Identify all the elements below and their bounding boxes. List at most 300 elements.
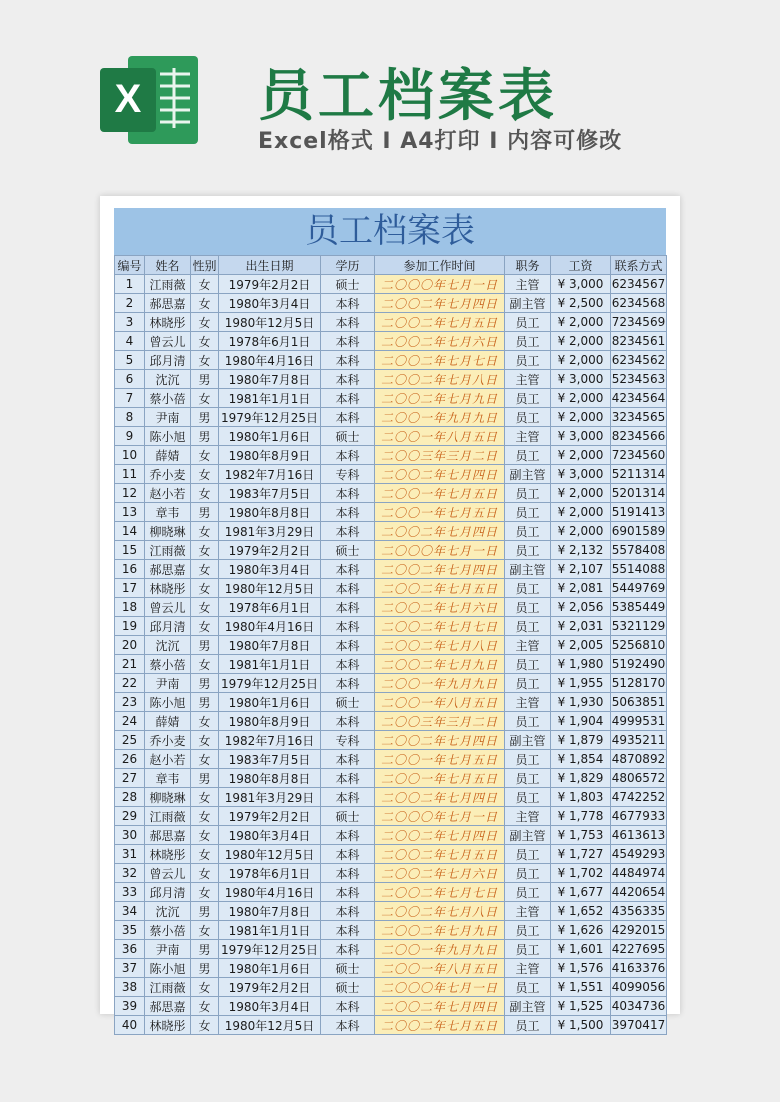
table-row [115,750,667,769]
cell-id: 18 [115,598,145,617]
cell-start-date: 二〇〇一年八月五日 [375,959,505,978]
cell-id: 2 [115,294,145,313]
cell-education: 本科 [321,769,375,788]
cell-id: 8 [115,408,145,427]
cell-phone: 4999531 [611,712,667,731]
cell-gender: 男 [191,693,219,712]
cell-education: 本科 [321,1016,375,1035]
cell-gender: 女 [191,826,219,845]
cell-gender: 女 [191,978,219,997]
cell-education: 专科 [321,465,375,484]
cell-education: 硕士 [321,541,375,560]
cell-position: 员工 [505,921,551,940]
cell-salary: ¥ 2,000 [551,503,611,522]
cell-start-date: 二〇〇二年七月八日 [375,902,505,921]
cell-salary: ¥ 1,829 [551,769,611,788]
cell-name: 薛婧 [145,446,191,465]
cell-start-date: 二〇〇二年七月四日 [375,731,505,750]
cell-phone: 5449769 [611,579,667,598]
cell-birthdate: 1979年12月25日 [219,408,321,427]
cell-salary: ¥ 1,601 [551,940,611,959]
cell-salary: ¥ 3,000 [551,465,611,484]
cell-id: 21 [115,655,145,674]
cell-name: 尹南 [145,408,191,427]
cell-birthdate: 1982年7月16日 [219,731,321,750]
cell-education: 本科 [321,408,375,427]
table-row [115,940,667,959]
cell-name: 江雨薇 [145,275,191,294]
cell-phone: 4356335 [611,902,667,921]
cell-start-date: 二〇〇二年七月四日 [375,294,505,313]
cell-gender: 男 [191,427,219,446]
cell-id: 33 [115,883,145,902]
cell-education: 本科 [321,921,375,940]
table-row [115,712,667,731]
cell-phone: 5211314 [611,465,667,484]
cell-start-date: 二〇〇二年七月八日 [375,636,505,655]
cell-birthdate: 1980年4月16日 [219,617,321,636]
cell-name: 邱月清 [145,617,191,636]
cell-phone: 3234565 [611,408,667,427]
cell-salary: ¥ 1,803 [551,788,611,807]
cell-gender: 男 [191,940,219,959]
cell-phone: 5063851 [611,693,667,712]
cell-education: 本科 [321,351,375,370]
cell-gender: 女 [191,332,219,351]
cell-gender: 女 [191,541,219,560]
cell-start-date: 二〇〇三年三月二日 [375,446,505,465]
cell-position: 副主管 [505,731,551,750]
cell-gender: 女 [191,750,219,769]
cell-name: 林晓彤 [145,845,191,864]
cell-phone: 7234569 [611,313,667,332]
cell-position: 员工 [505,845,551,864]
cell-salary: ¥ 1,576 [551,959,611,978]
cell-position: 员工 [505,1016,551,1035]
table-header-row [115,256,667,275]
table-row [115,1016,667,1035]
table-row [115,294,667,313]
cell-education: 本科 [321,370,375,389]
cell-position: 员工 [505,484,551,503]
cell-start-date: 二〇〇二年七月四日 [375,560,505,579]
cell-id: 17 [115,579,145,598]
cell-salary: ¥ 1,525 [551,997,611,1016]
cell-position: 主管 [505,807,551,826]
cell-salary: ¥ 2,081 [551,579,611,598]
cell-name: 乔小麦 [145,465,191,484]
table-row [115,826,667,845]
cell-position: 员工 [505,446,551,465]
cell-gender: 男 [191,370,219,389]
cell-phone: 4870892 [611,750,667,769]
cell-phone: 8234561 [611,332,667,351]
table-row [115,560,667,579]
cell-position: 员工 [505,351,551,370]
table-row [115,636,667,655]
cell-phone: 5191413 [611,503,667,522]
cell-id: 37 [115,959,145,978]
cell-salary: ¥ 1,626 [551,921,611,940]
table-row [115,978,667,997]
cell-position: 员工 [505,503,551,522]
cell-id: 27 [115,769,145,788]
cell-birthdate: 1980年12月5日 [219,1016,321,1035]
cell-start-date: 二〇〇一年八月五日 [375,427,505,446]
employee-table [114,255,667,1035]
table-row [115,427,667,446]
cell-id: 9 [115,427,145,446]
cell-phone: 4234564 [611,389,667,408]
cell-salary: ¥ 1,727 [551,845,611,864]
cell-gender: 女 [191,294,219,313]
table-row [115,446,667,465]
cell-start-date: 二〇〇二年七月七日 [375,351,505,370]
table-row [115,997,667,1016]
cell-gender: 男 [191,674,219,693]
cell-education: 本科 [321,598,375,617]
cell-id: 29 [115,807,145,826]
cell-gender: 男 [191,959,219,978]
cell-gender: 女 [191,389,219,408]
cell-position: 主管 [505,370,551,389]
cell-education: 本科 [321,313,375,332]
table-row [115,693,667,712]
table-row [115,503,667,522]
cell-name: 柳晓琳 [145,522,191,541]
cell-education: 本科 [321,636,375,655]
cell-birthdate: 1983年7月5日 [219,750,321,769]
cell-education: 本科 [321,332,375,351]
cell-position: 员工 [505,313,551,332]
cell-start-date: 二〇〇一年七月五日 [375,503,505,522]
cell-id: 10 [115,446,145,465]
cell-salary: ¥ 2,000 [551,332,611,351]
cell-name: 江雨薇 [145,807,191,826]
cell-birthdate: 1978年6月1日 [219,598,321,617]
cell-gender: 女 [191,522,219,541]
cell-education: 本科 [321,655,375,674]
cell-birthdate: 1980年3月4日 [219,560,321,579]
table-row [115,655,667,674]
cell-position: 员工 [505,674,551,693]
excel-logo-icon [98,52,200,148]
cell-start-date: 二〇〇二年七月七日 [375,883,505,902]
cell-name: 章韦 [145,769,191,788]
cell-id: 28 [115,788,145,807]
cell-salary: ¥ 1,955 [551,674,611,693]
cell-position: 主管 [505,275,551,294]
cell-id: 7 [115,389,145,408]
cell-position: 员工 [505,389,551,408]
cell-phone: 3970417 [611,1016,667,1035]
cell-birthdate: 1981年3月29日 [219,788,321,807]
cell-phone: 4099056 [611,978,667,997]
cell-phone: 6234567 [611,275,667,294]
col-header: 职务 [505,256,551,275]
cell-phone: 5514088 [611,560,667,579]
cell-start-date: 二〇〇二年七月五日 [375,313,505,332]
cell-education: 硕士 [321,427,375,446]
cell-phone: 5192490 [611,655,667,674]
col-header: 出生日期 [219,256,321,275]
cell-salary: ¥ 1,854 [551,750,611,769]
cell-gender: 女 [191,883,219,902]
cell-education: 本科 [321,560,375,579]
cell-name: 蔡小蓓 [145,655,191,674]
cell-education: 本科 [321,712,375,731]
cell-id: 39 [115,997,145,1016]
table-row [115,370,667,389]
cell-start-date: 二〇〇二年七月九日 [375,655,505,674]
cell-education: 本科 [321,902,375,921]
cell-phone: 5201314 [611,484,667,503]
cell-name: 陈小旭 [145,959,191,978]
cell-id: 30 [115,826,145,845]
cell-start-date: 二〇〇〇年七月一日 [375,541,505,560]
cell-name: 邱月清 [145,883,191,902]
cell-salary: ¥ 2,000 [551,484,611,503]
cell-gender: 女 [191,560,219,579]
cell-position: 主管 [505,693,551,712]
cell-education: 本科 [321,883,375,902]
table-row [115,579,667,598]
cell-position: 主管 [505,959,551,978]
cell-position: 员工 [505,617,551,636]
cell-birthdate: 1981年3月29日 [219,522,321,541]
cell-name: 沈沉 [145,636,191,655]
cell-salary: ¥ 1,500 [551,1016,611,1035]
spreadsheet-preview [100,196,680,1033]
cell-education: 本科 [321,674,375,693]
cell-position: 副主管 [505,826,551,845]
cell-phone: 6234568 [611,294,667,313]
cell-education: 专科 [321,731,375,750]
cell-gender: 女 [191,617,219,636]
cell-salary: ¥ 1,980 [551,655,611,674]
cell-education: 本科 [321,522,375,541]
cell-id: 34 [115,902,145,921]
cell-name: 林晓彤 [145,313,191,332]
table-row [115,731,667,750]
cell-education: 本科 [321,446,375,465]
cell-phone: 4484974 [611,864,667,883]
table-row [115,959,667,978]
cell-name: 沈沉 [145,370,191,389]
cell-start-date: 二〇〇一年九月九日 [375,940,505,959]
cell-gender: 女 [191,712,219,731]
cell-education: 硕士 [321,807,375,826]
page-title: 员工档案表 [258,64,558,129]
cell-birthdate: 1979年2月2日 [219,978,321,997]
cell-salary: ¥ 1,551 [551,978,611,997]
cell-birthdate: 1979年12月25日 [219,940,321,959]
cell-birthdate: 1980年3月4日 [219,997,321,1016]
col-header: 编号 [115,256,145,275]
cell-id: 35 [115,921,145,940]
cell-name: 尹南 [145,940,191,959]
cell-id: 3 [115,313,145,332]
cell-birthdate: 1983年7月5日 [219,484,321,503]
cell-position: 员工 [505,655,551,674]
cell-phone: 6234562 [611,351,667,370]
cell-id: 40 [115,1016,145,1035]
cell-id: 12 [115,484,145,503]
table-row [115,769,667,788]
cell-position: 员工 [505,883,551,902]
cell-id: 22 [115,674,145,693]
cell-salary: ¥ 1,930 [551,693,611,712]
cell-start-date: 二〇〇〇年七月一日 [375,978,505,997]
cell-birthdate: 1981年1月1日 [219,389,321,408]
cell-birthdate: 1980年12月5日 [219,313,321,332]
cell-position: 员工 [505,541,551,560]
cell-salary: ¥ 1,753 [551,826,611,845]
cell-salary: ¥ 3,000 [551,275,611,294]
cell-id: 6 [115,370,145,389]
table-row [115,465,667,484]
cell-education: 本科 [321,826,375,845]
cell-position: 副主管 [505,560,551,579]
cell-id: 26 [115,750,145,769]
cell-education: 硕士 [321,275,375,294]
excel-logo-letter: X [114,77,142,121]
cell-birthdate: 1980年8月9日 [219,712,321,731]
cell-education: 本科 [321,484,375,503]
cell-gender: 女 [191,598,219,617]
cell-gender: 女 [191,655,219,674]
table-row [115,788,667,807]
table-row [115,351,667,370]
cell-start-date: 二〇〇二年七月九日 [375,921,505,940]
cell-start-date: 二〇〇一年九月九日 [375,408,505,427]
cell-id: 20 [115,636,145,655]
cell-id: 19 [115,617,145,636]
cell-name: 郝思嘉 [145,826,191,845]
cell-name: 曾云儿 [145,864,191,883]
cell-education: 本科 [321,503,375,522]
table-row [115,598,667,617]
cell-start-date: 二〇〇二年七月四日 [375,522,505,541]
cell-position: 员工 [505,864,551,883]
cell-birthdate: 1980年7月8日 [219,902,321,921]
cell-salary: ¥ 2,000 [551,522,611,541]
cell-name: 赵小若 [145,750,191,769]
cell-salary: ¥ 3,000 [551,370,611,389]
cell-phone: 4034736 [611,997,667,1016]
cell-name: 尹南 [145,674,191,693]
cell-name: 蔡小蓓 [145,921,191,940]
cell-salary: ¥ 2,005 [551,636,611,655]
cell-name: 邱月清 [145,351,191,370]
table-row [115,845,667,864]
cell-position: 副主管 [505,294,551,313]
col-header: 性别 [191,256,219,275]
cell-start-date: 二〇〇一年八月五日 [375,693,505,712]
cell-gender: 女 [191,351,219,370]
cell-name: 林晓彤 [145,579,191,598]
cell-gender: 女 [191,788,219,807]
cell-birthdate: 1980年1月6日 [219,959,321,978]
cell-birthdate: 1980年3月4日 [219,294,321,313]
cell-salary: ¥ 2,107 [551,560,611,579]
table-row [115,275,667,294]
cell-start-date: 二〇〇二年七月九日 [375,389,505,408]
cell-id: 24 [115,712,145,731]
cell-name: 陈小旭 [145,427,191,446]
cell-salary: ¥ 2,000 [551,446,611,465]
cell-birthdate: 1980年8月8日 [219,503,321,522]
cell-phone: 4742252 [611,788,667,807]
cell-education: 本科 [321,389,375,408]
cell-phone: 4420654 [611,883,667,902]
cell-start-date: 二〇〇二年七月四日 [375,997,505,1016]
cell-position: 员工 [505,788,551,807]
cell-start-date: 二〇〇二年七月五日 [375,1016,505,1035]
table-row [115,902,667,921]
cell-gender: 女 [191,1016,219,1035]
cell-start-date: 二〇〇一年七月五日 [375,484,505,503]
cell-name: 柳晓琳 [145,788,191,807]
cell-phone: 4549293 [611,845,667,864]
cell-gender: 女 [191,997,219,1016]
cell-id: 38 [115,978,145,997]
cell-salary: ¥ 1,677 [551,883,611,902]
table-row [115,522,667,541]
cell-salary: ¥ 2,056 [551,598,611,617]
cell-position: 副主管 [505,465,551,484]
cell-education: 本科 [321,579,375,598]
cell-position: 主管 [505,427,551,446]
cell-salary: ¥ 2,031 [551,617,611,636]
cell-salary: ¥ 3,000 [551,427,611,446]
table-row [115,674,667,693]
cell-name: 郝思嘉 [145,294,191,313]
cell-birthdate: 1979年2月2日 [219,807,321,826]
cell-salary: ¥ 1,904 [551,712,611,731]
table-row [115,864,667,883]
cell-name: 薛婧 [145,712,191,731]
cell-education: 硕士 [321,959,375,978]
cell-birthdate: 1980年3月4日 [219,826,321,845]
cell-salary: ¥ 2,000 [551,408,611,427]
cell-name: 赵小若 [145,484,191,503]
cell-name: 江雨薇 [145,541,191,560]
cell-name: 郝思嘉 [145,560,191,579]
cell-birthdate: 1980年7月8日 [219,636,321,655]
table-row [115,332,667,351]
cell-birthdate: 1980年8月9日 [219,446,321,465]
cell-id: 4 [115,332,145,351]
cell-start-date: 二〇〇二年七月六日 [375,598,505,617]
cell-salary: ¥ 2,500 [551,294,611,313]
table-row [115,541,667,560]
cell-education: 本科 [321,845,375,864]
cell-position: 员工 [505,579,551,598]
table-row [115,617,667,636]
cell-phone: 8234566 [611,427,667,446]
cell-gender: 女 [191,845,219,864]
cell-education: 本科 [321,997,375,1016]
cell-birthdate: 1980年4月16日 [219,883,321,902]
cell-gender: 男 [191,636,219,655]
cell-position: 员工 [505,408,551,427]
cell-phone: 6901589 [611,522,667,541]
cell-position: 员工 [505,769,551,788]
cell-start-date: 二〇〇三年三月二日 [375,712,505,731]
cell-birthdate: 1981年1月1日 [219,921,321,940]
cell-gender: 女 [191,446,219,465]
